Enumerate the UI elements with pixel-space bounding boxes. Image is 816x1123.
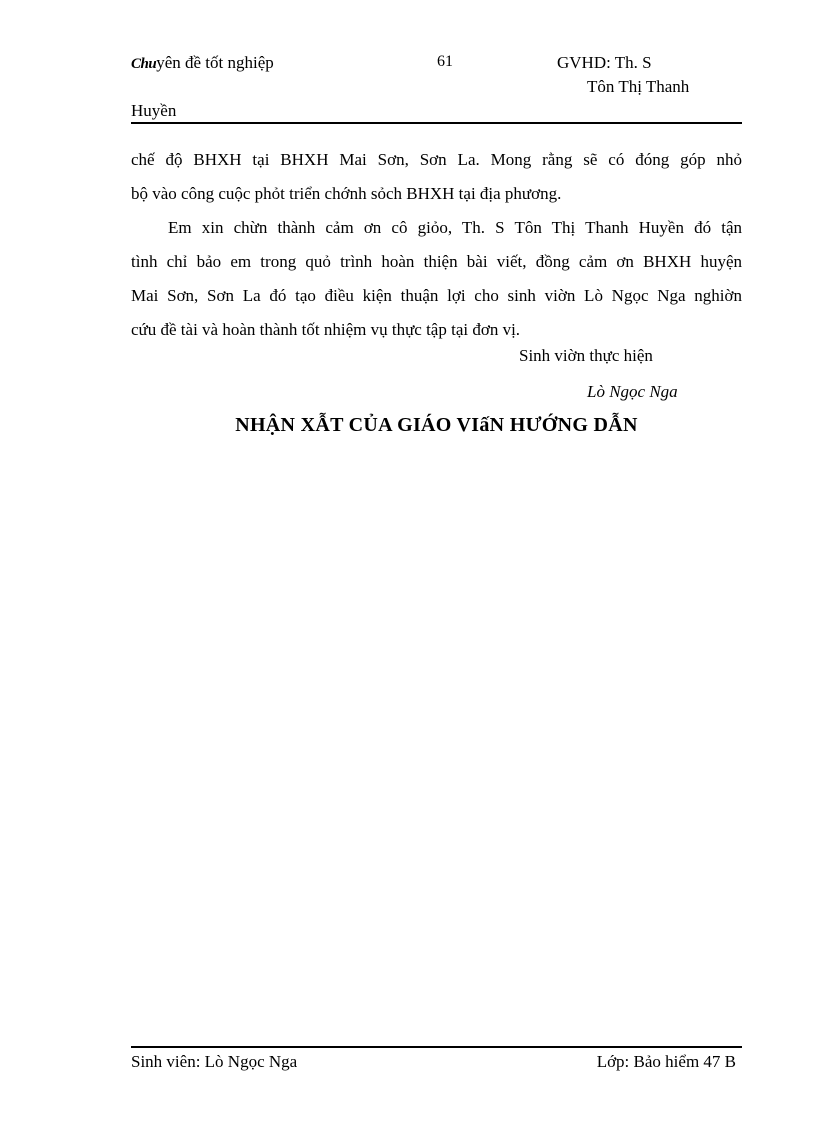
body-line: Mai Sơn, Sơn La đó tạo điều kiện thuận lợi cho sinh viờn Lò Ngọc Nga nghiờn [131, 286, 742, 305]
header-ornate-prefix: Chu [131, 56, 157, 72]
body-line: cứu đề tài và hoàn thành tốt nhiệm vụ thực tập tại đơn vị. [131, 320, 521, 339]
body-paragraphs [131, 143, 742, 347]
signature-name: Lò Ngọc Nga [587, 382, 678, 401]
header-advisor-line2: Tôn Thị Thanh [587, 77, 690, 96]
header-title-text: yên đề tốt nghiệp [156, 53, 274, 72]
signature-role: Sinh viờn thực hiện [519, 346, 653, 365]
footer-divider [131, 1046, 742, 1048]
body-line: chế độ BHXH tại BHXH Mai Sơn, Sơn La. Mong rằng sẽ có đóng góp nhỏ [131, 150, 742, 169]
header-advisor-line3: Huyền [131, 101, 177, 120]
page-number: 61 [437, 53, 453, 70]
header-title [131, 53, 274, 73]
body-line: Em xin chừn thành cảm ơn cô giỏo, Th. S Tôn Thị Thanh Huyền đó tận [168, 218, 742, 237]
header-divider [131, 122, 742, 124]
header-advisor-line1: GVHD: Th. S [557, 53, 652, 72]
body-line: tình chỉ bảo em trong quỏ trình hoàn thiện bài viết, đồng cảm ơn BHXH huyện [131, 252, 742, 271]
section-heading: NHẬN XẪT CỦA GIÁO VIấN HƯỚNG DẪN [235, 414, 638, 436]
footer-class: Lớp: Bảo hiểm 47 B [596, 1052, 736, 1071]
body-line: bộ vào công cuộc phỏt triển chớnh sỏch BHXH tại địa phương. [131, 184, 562, 203]
footer-student: Sinh viên: Lò Ngọc Nga [131, 1052, 298, 1071]
